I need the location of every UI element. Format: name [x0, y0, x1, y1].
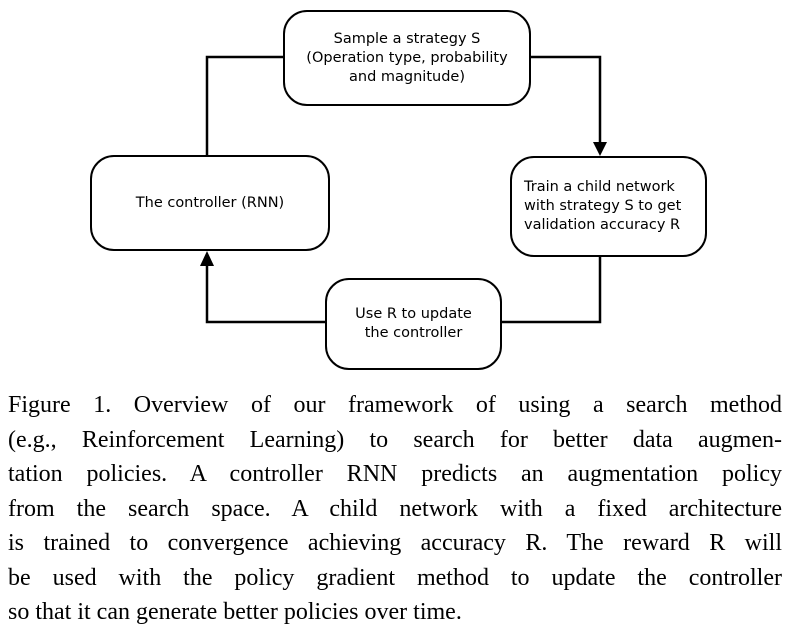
caption-line: from the search space. A child network with a fixed architecture [8, 495, 782, 522]
caption-line: be used with the policy gradient method to update the controller [8, 564, 782, 591]
node-train-child-line-1: Train a child network [524, 179, 675, 195]
connector-controller-to-sample [207, 57, 283, 155]
connector-train-to-update [501, 257, 600, 322]
connector-update-to-controller [207, 264, 325, 322]
node-update-controller-line-2: the controller [364, 325, 463, 341]
caption-line: Figure 1. Overview of our framework of using a search method [8, 392, 782, 418]
node-train-child-line-2: with strategy S to get [524, 198, 682, 214]
figure-caption [8, 388, 782, 630]
node-controller-rnn-label: The controller (RNN) [135, 194, 285, 211]
node-sample-strategy-line-3: and magnitude) [349, 68, 465, 85]
node-train-child-line-3: validation accuracy R [524, 217, 681, 233]
caption-line: tation policies. A controller RNN predicts an augmentation policy [8, 461, 782, 487]
arrowhead-into-controller-icon [200, 251, 214, 266]
caption-line: (e.g., Reinforcement Learning) to search for better data augmen- [8, 426, 782, 453]
node-controller-rnn [90, 155, 330, 251]
node-update-controller [325, 278, 502, 370]
node-sample-strategy-line-1: Sample a strategy S [333, 30, 481, 47]
node-sample-strategy-line-2: (Operation type, probability [306, 49, 508, 66]
node-update-controller-line-1: Use R to update [355, 306, 472, 322]
caption-line: so that it can generate better policies over time. [8, 599, 462, 625]
node-sample-strategy [283, 10, 531, 106]
connector-sample-to-train [531, 57, 600, 144]
node-train-child-network [510, 156, 707, 257]
arrowhead-into-train-icon [593, 142, 607, 156]
caption-line: is trained to convergence achieving accuracy R. The reward R will [8, 530, 782, 556]
